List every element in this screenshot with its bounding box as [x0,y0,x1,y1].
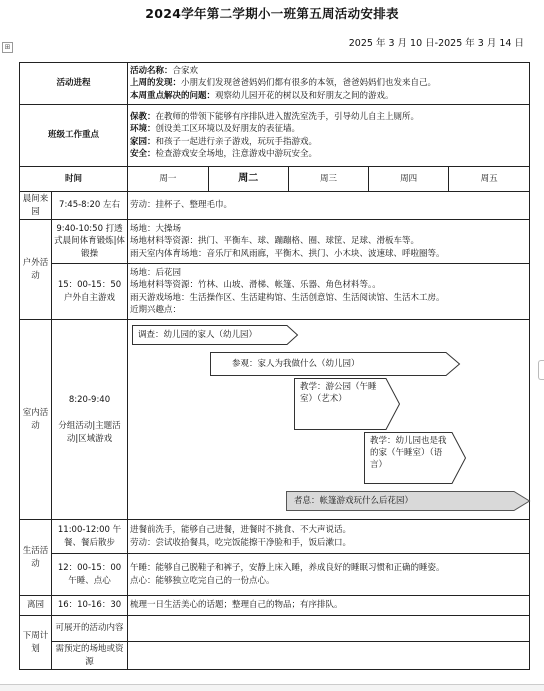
life-line: 进餐前洗手，能够自己进餐，进餐时不挑食、不大声说话。 [130,525,352,535]
page-title: 2024学年第二学期小一班第五周活动安排表 [145,6,399,21]
life-label: 生活活动 [20,520,52,596]
flow-arrow-2 [210,352,460,376]
flow-arrow-1 [132,325,298,345]
leave-row [20,596,530,616]
indoor-flow [128,320,529,519]
weekday-wed: 周三 [288,167,368,191]
morning-time: 7:45-8:20 左右 [52,192,128,220]
life-time-1: 11:00-12:00 午餐、餐后散步 [52,520,128,554]
focus-value: 检查游戏安全场地，注意游戏中游玩安全。 [155,149,318,159]
morning-content: 劳动：挂杯子、整理毛巾。 [128,192,530,220]
life-line: 点心：能够独立吃完自己的一份点心。 [130,575,275,586]
weekday-tue: 周二 [208,167,288,191]
weekday-thu: 周四 [369,167,449,191]
outdoor-content-2 [128,264,530,320]
next-label: 下周计划 [20,616,52,670]
weekday-mon: 周一 [159,173,177,184]
morning-label: 晨间来园 [20,192,52,220]
theme-label: 活动名称： [130,65,173,76]
next-row-1-label: 可展开的活动内容 [52,616,128,642]
focus-key: 家园： [130,136,156,147]
outdoor-line: 场地：大操场 [130,223,182,234]
next-row-2-content[interactable] [128,642,530,670]
life-line: 午睡：能够自己脱鞋子和裤子，安静上床入睡，养成良好的睡眠习惯和正确的睡姿。 [130,563,445,573]
outdoor-label: 户外活动 [20,220,52,320]
focus-row [20,105,530,167]
indoor-flow-cell [128,320,530,520]
flow-arrow-1-text: 调查：幼儿园的家人（幼儿园） [138,330,258,340]
focus-key: 保教： [130,111,156,122]
last-week-value: 小朋友们发现爸爸妈妈们都有很多的本领，爸爸妈妈们也发来自己。 [181,78,437,89]
time-header: 时间 [20,167,128,192]
table-move-handle-icon[interactable]: ⊞ [2,42,13,53]
focus-value: 和孩子一起进行亲子游戏，玩玩手指游戏。 [155,136,318,147]
outdoor-line: 场地材料等资源：拱门、平衡车、球、蹦蹦格、圈、球筐、足球、滑板车等。 [130,236,420,247]
side-scroll-handle[interactable] [538,360,544,380]
outdoor-line: 雨天室内体育场地：音乐厅和风雨廊，平衡木、拱门、小木块、波速球、呼啦圈等。 [130,248,445,259]
life-time-2: 12：00-15：00 午睡、点心 [52,554,128,596]
next-row-1-content[interactable] [128,616,530,642]
flow-arrow-4-text: 教学：幼儿园也是我的家（午睡室）（语言） [370,436,447,470]
focus-content [128,105,530,167]
outdoor-line: 雨天游戏场地：生活操作区、生活建构馆、生活创意馆、生活阅读馆、生活木工房。 [130,292,445,303]
life-row-1 [20,520,530,554]
indoor-label: 室内活动 [20,320,52,520]
focus-key: 环境： [130,124,156,134]
header-row [20,167,530,192]
indoor-row [20,320,530,520]
last-week-label: 上周的发现： [130,78,182,89]
next-row-2-label: 需预定的场地或资源 [52,642,128,670]
focus-value: 在教师的带领下能够有序排队进入盥洗室洗手，引导幼儿自主上厕所。 [155,111,420,122]
flow-arrow-3 [294,378,400,430]
outdoor-content-1 [128,220,530,264]
flow-arrow-5 [286,491,530,511]
outdoor-time-1: 9:40-10:50 打透式晨间体育锻炼|体锻操 [52,220,128,264]
weekday-header [128,167,530,192]
schedule-table [19,62,530,670]
indoor-time [52,320,128,520]
focus-key: 安全： [130,149,156,159]
indoor-time-value: 8:20-9:40 [68,394,111,405]
date-range: 2025 年 3 月 10 日-2025 年 3 月 14 日 [348,38,524,49]
leave-time: 16：10-16：30 [52,596,128,616]
outdoor-line: 近期兴趣点： [130,305,182,315]
focus-label: 班级工作重点 [20,105,128,167]
focus-value: 创设美工区环境以及好朋友的表征墙。 [155,124,301,134]
next-row-1 [20,616,530,642]
flow-arrow-5-text: 者息：帐篷游戏玩什么后花园） [294,496,414,506]
this-week-value: 观察幼儿园开花的树以及和好朋友之间的游戏。 [215,90,394,101]
flow-arrow-3-text: 教学：游公园（午睡室）（艺术） [300,382,377,404]
life-content-2 [128,554,530,596]
theme-value: 合家欢 [172,65,199,76]
life-line: 劳动：尝试收拾餐具，吃完饭能擦干净脸和手，饭后漱口。 [130,537,352,548]
leave-label: 离园 [20,596,52,616]
indoor-modes: 分组活动|主题活动|区域游戏 [58,421,121,444]
flow-arrow-2-text: 参观：家人为我做什么（幼儿园） [232,359,360,369]
this-week-label: 本周重点解决的问题： [130,90,216,101]
progress-label: 活动进程 [20,63,128,105]
life-content-1 [128,520,530,554]
outdoor-line: 场地：后花园 [130,267,182,278]
outdoor-row-2 [20,264,530,320]
progress-row [20,63,530,105]
next-row-2 [20,642,530,670]
flow-arrow-4 [364,432,466,484]
weekday-fri: 周五 [449,167,529,191]
outdoor-row-1 [20,220,530,264]
leave-content: 梳理一日生活美心的话题；整理自己的物品；有序排队。 [128,596,530,616]
life-row-2 [20,554,530,596]
progress-content [128,63,530,105]
outdoor-line: 场地材料等资源：竹林、山坡、滑梯、帐篷、乐器、角色材料等。。 [130,280,381,290]
morning-row [20,192,530,220]
outdoor-time-2: 15：00-15：50 户外自主游戏 [52,264,128,320]
